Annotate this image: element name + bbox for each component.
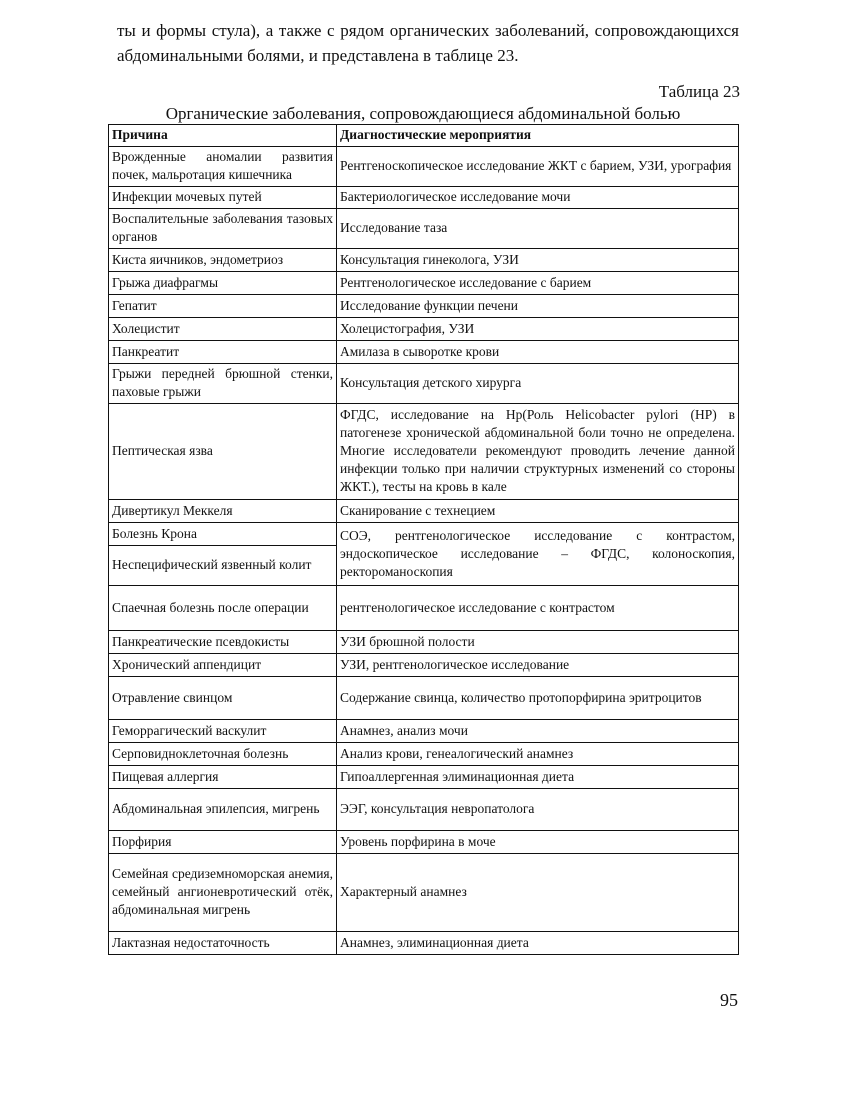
cause-cell: Абдоминальная эпилепсия, мигрень [109, 789, 337, 831]
cause-cell: Порфирия [109, 831, 337, 854]
table-row [109, 586, 739, 631]
diagnostics-cell: Анамнез, анализ мочи [337, 720, 739, 743]
diagnostics-cell: Бактериологическое исследование мочи [337, 187, 739, 209]
cause-cell: Инфекции мочевых путей [109, 187, 337, 209]
table-row [109, 249, 739, 272]
cause-cell: Лактазная недостаточность [109, 932, 337, 955]
cause-cell: Семейная средиземноморская анемия, семейный ангионевротический отёк, абдоминальная мигрень [109, 854, 337, 932]
page-number: 95 [720, 990, 738, 1010]
table-header-row [109, 125, 739, 147]
table-row [109, 854, 739, 932]
diagnostics-cell: Консультация детского хирурга [337, 364, 739, 404]
table-row [109, 766, 739, 789]
diagnostics-cell: Исследование функции печени [337, 295, 739, 318]
cause-cell: Серповидноклеточная болезнь [109, 743, 337, 766]
cause-cell: Гепатит [109, 295, 337, 318]
table-row [109, 272, 739, 295]
diagnostics-cell: Амилаза в сыворотке крови [337, 341, 739, 364]
table-row [109, 631, 739, 654]
header-diagnostics: Диагностические мероприятия [337, 125, 739, 147]
cause-cell: Болезнь Крона [109, 523, 337, 546]
table-row [109, 341, 739, 364]
cause-cell: Панкреатические псевдокисты [109, 631, 337, 654]
diagnostics-cell: Анализ крови, генеалогический анамнез [337, 743, 739, 766]
table-row [109, 677, 739, 720]
diagnostics-cell: Анамнез, элиминационная диета [337, 932, 739, 955]
cause-cell: Грыжи передней брюшной стенки, паховые грыжи [109, 364, 337, 404]
cause-cell: Отравление свинцом [109, 677, 337, 720]
cause-cell: Спаечная болезнь после операции [109, 586, 337, 631]
intro-paragraph: ты и формы стула), а также с рядом органических заболеваний, сопровождающихся абдоминальными болями, и представлена в таблице 23. [117, 21, 739, 65]
table-row [109, 500, 739, 523]
header-cause: Причина [109, 125, 337, 147]
cause-cell: Геморрагический васкулит [109, 720, 337, 743]
cause-cell: Хронический аппендицит [109, 654, 337, 677]
cause-cell: Холецистит [109, 318, 337, 341]
table-row [109, 831, 739, 854]
diagnostics-cell: СОЭ, рентгенологическое исследование с контрастом, эндоскопическое исследование – ФГДС, колоноскопия, ректороманоскопия [337, 523, 739, 586]
table-row [109, 364, 739, 404]
diagnostics-cell: Характерный анамнез [337, 854, 739, 932]
cause-cell: Грыжа диафрагмы [109, 272, 337, 295]
table-row [109, 404, 739, 500]
cause-cell: Воспалительные заболевания тазовых органов [109, 209, 337, 249]
diagnostics-cell: Уровень порфирина в моче [337, 831, 739, 854]
diagnostics-cell: Рентгеноскопическое исследование ЖКТ с барием, УЗИ, урография [337, 147, 739, 187]
diagnostics-cell: Консультация гинеколога, УЗИ [337, 249, 739, 272]
diagnostics-cell: Гипоаллергенная элиминационная диета [337, 766, 739, 789]
cause-cell: Неспецифический язвенный колит [109, 546, 337, 586]
table-row [109, 743, 739, 766]
table-row [109, 147, 739, 187]
diagnostics-cell: ЭЭГ, консультация невропатолога [337, 789, 739, 831]
diagnostics-cell: ФГДС, исследование на Hp(Роль Helicobacter pylori (HP) в патогенезе хронической абдоминальной боли точно не определена. Многие исследователи рекомендуют проводить лечение данной инфекции только при наличии структурных изменений со стороны ЖКТ.), тесты на кровь в кале [337, 404, 739, 500]
table-row [109, 209, 739, 249]
cause-cell: Пищевая аллергия [109, 766, 337, 789]
diagnostics-cell: Исследование таза [337, 209, 739, 249]
table-caption: Органические заболевания, сопровождающиеся абдоминальной болью [165, 104, 681, 123]
table-row [109, 295, 739, 318]
diagnostics-cell: Холецистография, УЗИ [337, 318, 739, 341]
table-row [109, 654, 739, 677]
cause-cell: Панкреатит [109, 341, 337, 364]
diagnostics-cell: УЗИ, рентгенологическое исследование [337, 654, 739, 677]
cause-cell: Киста яичников, эндометриоз [109, 249, 337, 272]
cause-cell: Дивертикул Меккеля [109, 500, 337, 523]
table-row [109, 187, 739, 209]
diagnostics-cell: Сканирование с технецием [337, 500, 739, 523]
table-row [109, 318, 739, 341]
cause-cell: Пептическая язва [109, 404, 337, 500]
table-row [109, 720, 739, 743]
table-row [109, 789, 739, 831]
diagnostics-cell: Содержание свинца, количество протопорфирина эритроцитов [337, 677, 739, 720]
diagnostics-table [108, 124, 739, 955]
table-row [109, 932, 739, 955]
diagnostics-cell: рентгенологическое исследование с контрастом [337, 586, 739, 631]
table-row [109, 523, 739, 546]
diagnostics-cell: Рентгенологическое исследование с барием [337, 272, 739, 295]
diagnostics-cell: УЗИ брюшной полости [337, 631, 739, 654]
cause-cell: Врожденные аномалии развития почек, мальротация кишечника [109, 147, 337, 187]
table-number: Таблица 23 [658, 82, 740, 101]
